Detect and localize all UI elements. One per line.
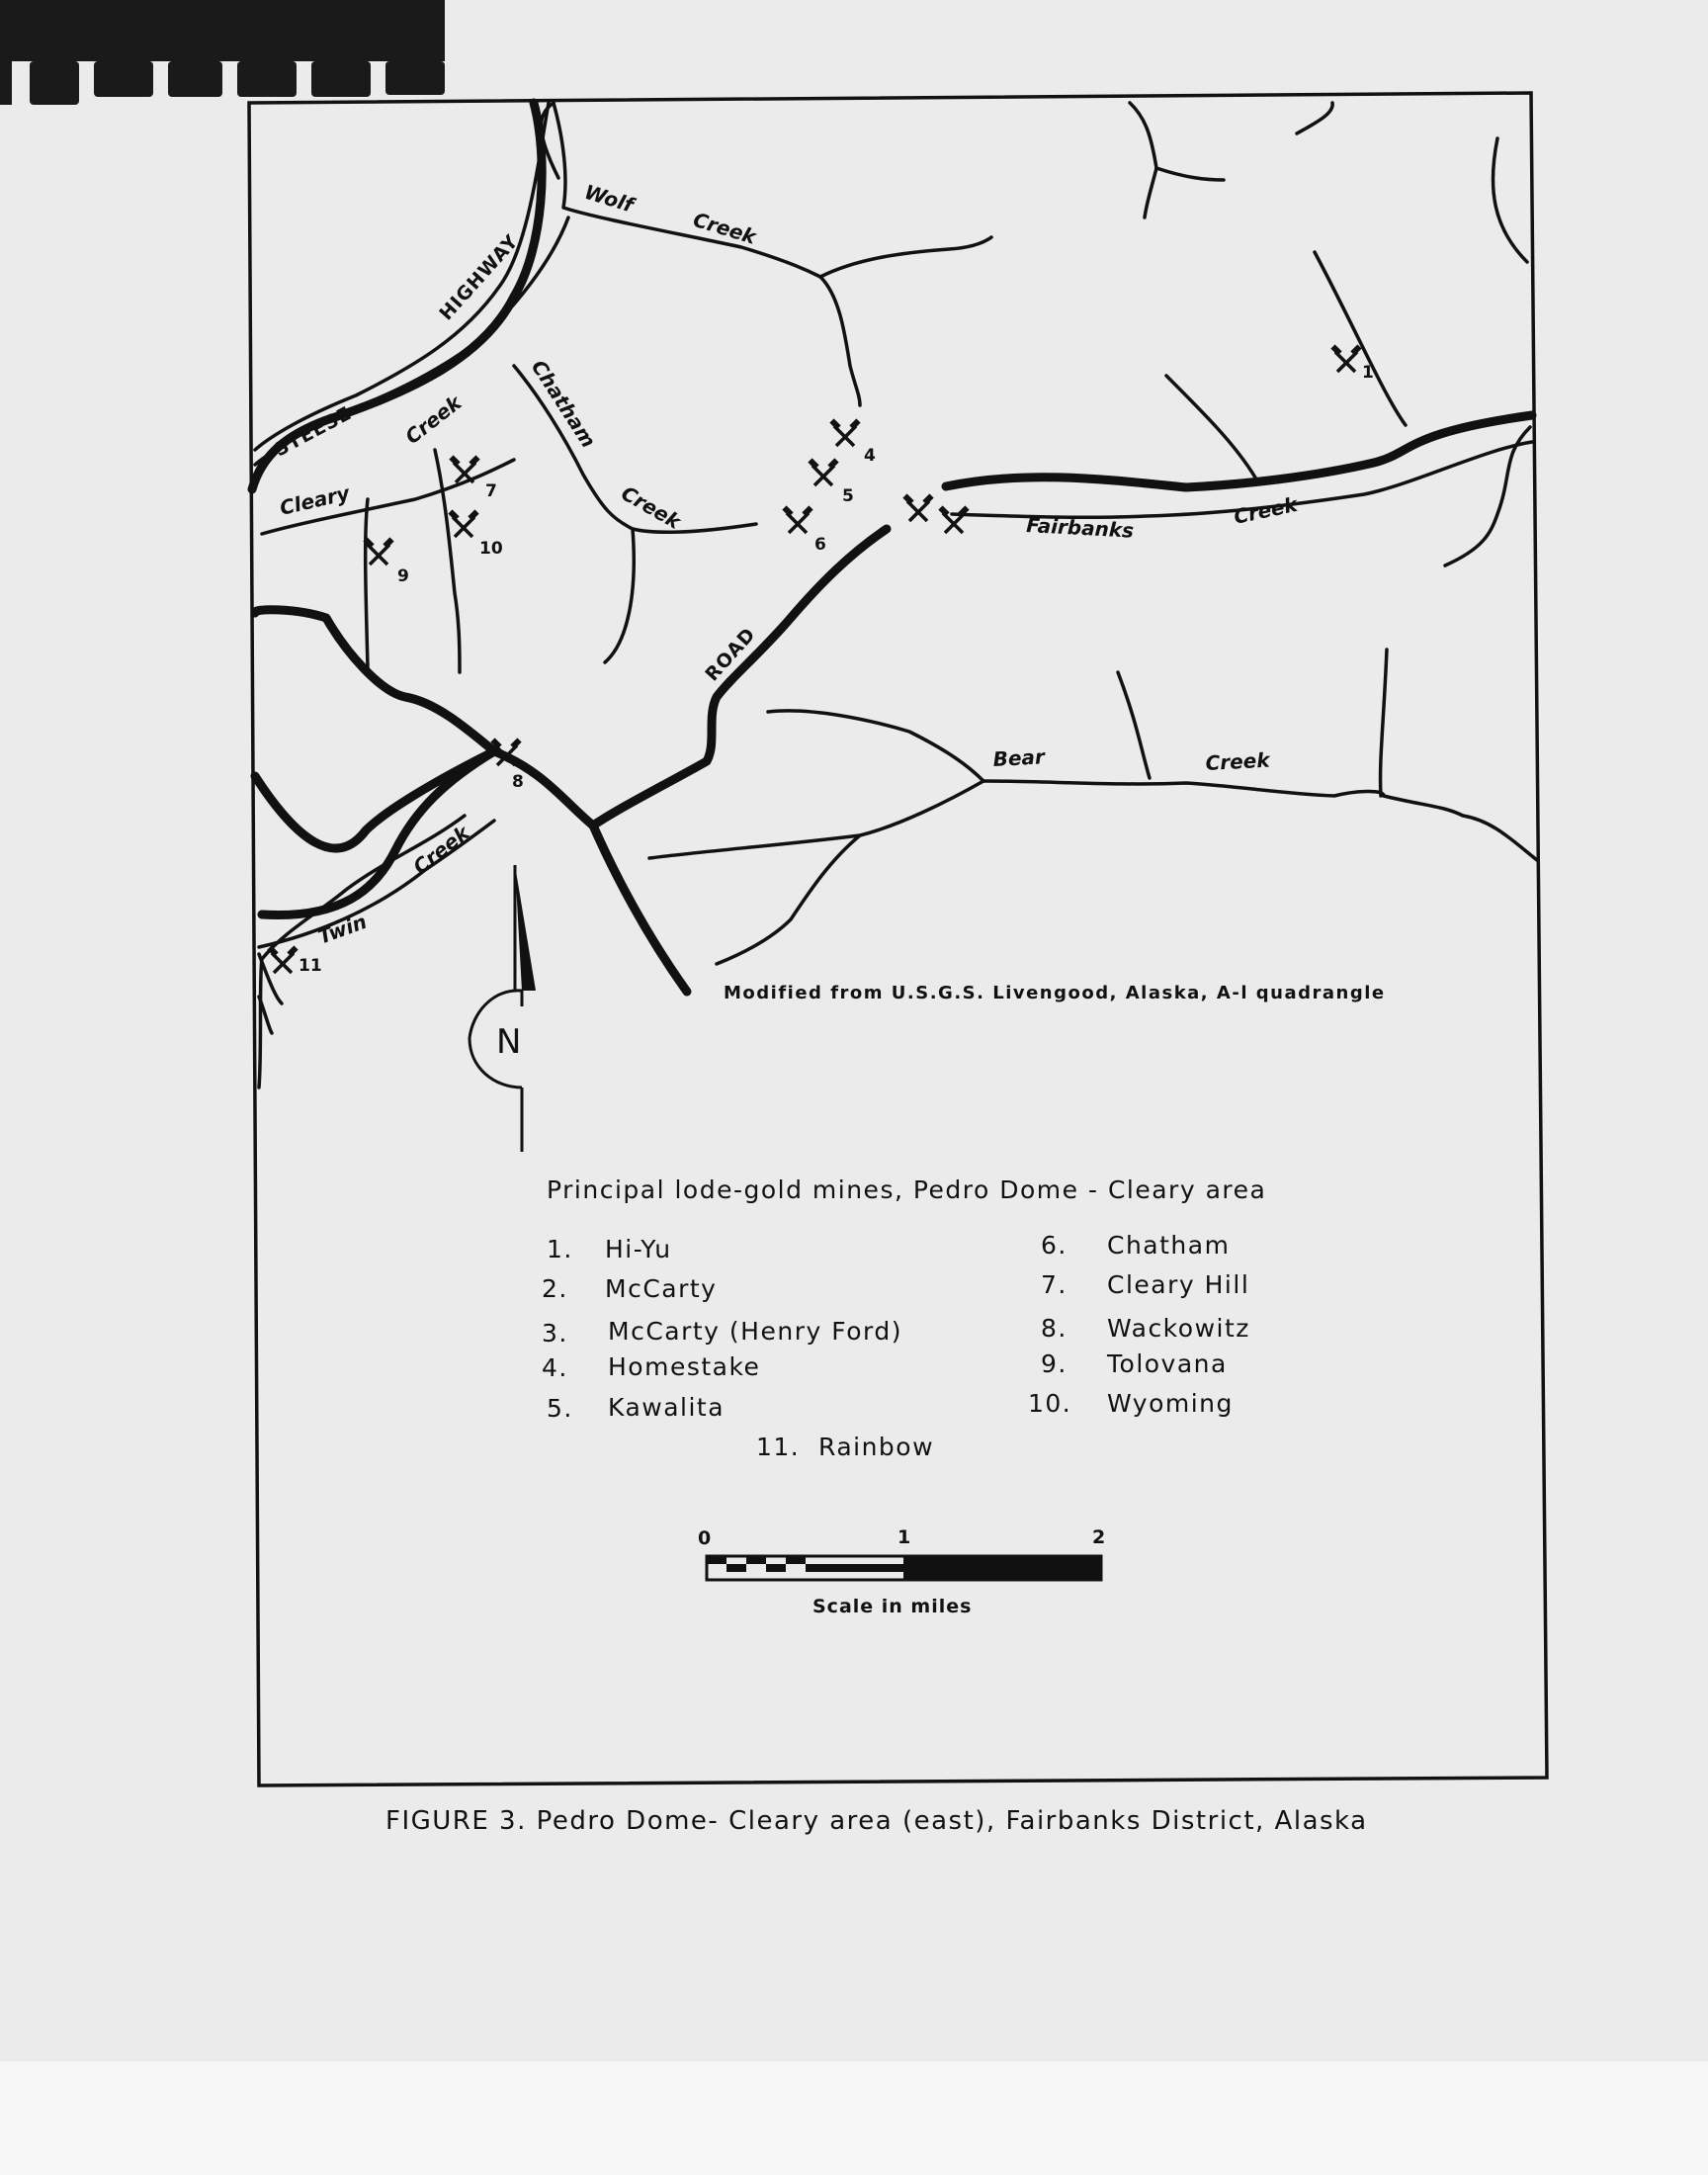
legend-number: 1. <box>547 1235 573 1263</box>
scale-label: Scale in miles <box>812 1596 973 1617</box>
bottom-margin <box>0 2061 1708 2175</box>
label-twin-creek: Creek <box>408 821 474 879</box>
scale-tick-label: 1 <box>897 1526 912 1548</box>
legend-number: 6. <box>1041 1231 1068 1260</box>
mine-number: 4 <box>864 446 876 466</box>
label-cleary: Cleary <box>277 480 352 520</box>
label-road: ROAD <box>701 623 761 686</box>
label-cleary-creek: Creek <box>400 391 467 449</box>
legend-number: 4. <box>542 1353 568 1382</box>
label-wolf-creek: Creek <box>690 207 759 249</box>
label-bear-creek: Creek <box>1205 747 1271 775</box>
mine-number: 1 <box>1362 363 1374 383</box>
legend-number: 2. <box>542 1274 568 1303</box>
legend-name: Tolovana <box>1107 1349 1228 1378</box>
label-chatham-creek: Creek <box>617 480 685 534</box>
mine-number: 10 <box>479 539 503 559</box>
mine-number: 5 <box>842 486 854 506</box>
legend-number: 9. <box>1041 1349 1068 1378</box>
mine-number: 7 <box>485 481 497 501</box>
legend-name: McCarty (Henry Ford) <box>608 1317 902 1346</box>
legend-number: 7. <box>1041 1270 1068 1299</box>
legend-number: 10. <box>1028 1389 1072 1418</box>
legend-number: 5. <box>547 1394 573 1423</box>
label-steese: STEESE <box>271 401 356 462</box>
legend-name: Homestake <box>608 1352 761 1381</box>
scale-tick-label: 2 <box>1092 1526 1107 1548</box>
mine-number: 11 <box>299 956 322 976</box>
north-label: N <box>496 1022 522 1062</box>
legend-name: Kawalita <box>608 1393 726 1422</box>
label-chatham: Chatham <box>526 355 601 453</box>
label-fairbanks: Fairbanks <box>1025 513 1135 543</box>
legend-title: Principal lode-gold mines, Pedro Dome - Cleary area <box>547 1175 1267 1204</box>
legend-name: Chatham <box>1107 1231 1231 1260</box>
legend-number: 3. <box>542 1319 568 1348</box>
figure-caption: FIGURE 3. Pedro Dome- Cleary area (east), Fairbanks District, Alaska <box>385 1806 1368 1836</box>
label-wolf: Wolf <box>581 179 637 218</box>
legend-number: 11. <box>756 1433 801 1461</box>
label-highway: HIGHWAY <box>435 230 524 325</box>
legend-name: Rainbow <box>818 1433 935 1461</box>
legend-name: Cleary Hill <box>1107 1270 1250 1299</box>
mine-number: 6 <box>814 535 826 555</box>
scale-tick-label: 0 <box>698 1527 713 1549</box>
label-fairbanks-creek: Creek <box>1232 491 1300 529</box>
legend-name: McCarty <box>605 1274 718 1303</box>
legend-name: Hi-Yu <box>605 1235 672 1263</box>
legend-number: 8. <box>1041 1314 1068 1343</box>
legend-right-column <box>1028 1231 1250 1418</box>
legend-name: Wackowitz <box>1107 1314 1250 1343</box>
source-credit: Modified from U.S.G.S. Livengood, Alaska, A-l quadrangle <box>724 983 1386 1003</box>
label-twin: Twin <box>314 909 371 949</box>
mine-number: 8 <box>512 772 524 792</box>
mine-number: 9 <box>397 566 409 586</box>
label-bear: Bear <box>992 744 1046 771</box>
legend-name: Wyoming <box>1107 1389 1234 1418</box>
